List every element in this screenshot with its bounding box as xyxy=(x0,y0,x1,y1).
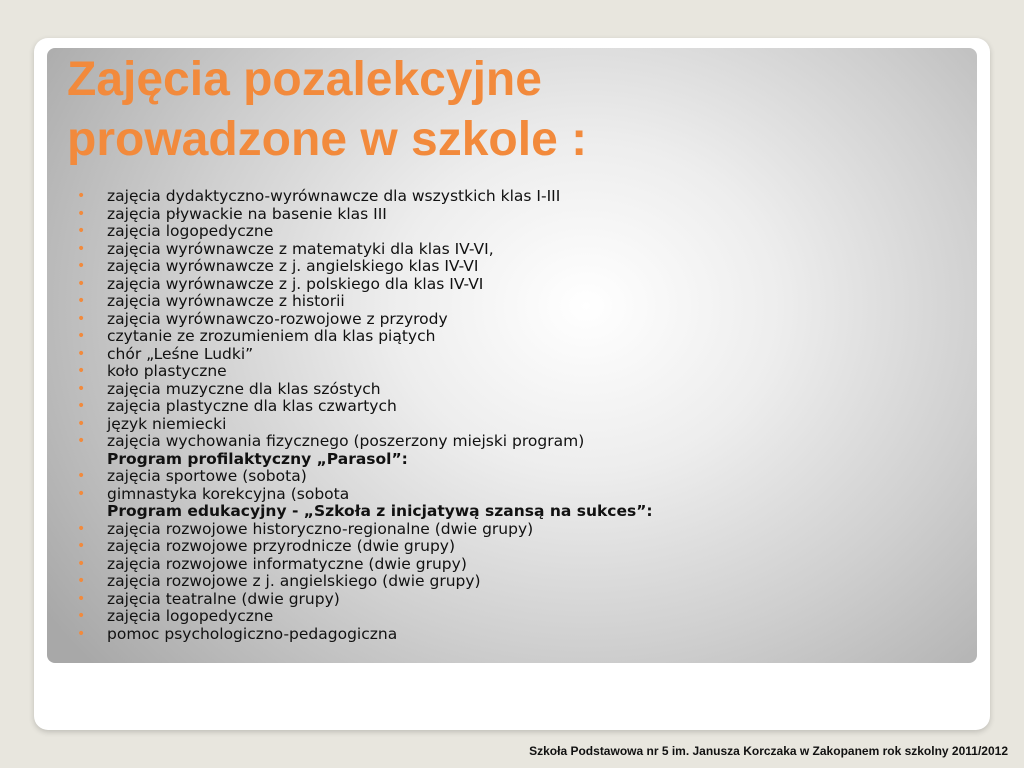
list-item: • zajęcia muzyczne dla klas szóstych xyxy=(77,381,957,399)
list-item: • zajęcia wyrównawcze z j. polskiego dla klas IV-VI xyxy=(77,276,957,294)
program-heading: Program edukacyjny - „Szkoła z inicjatywą szansą na sukces”: xyxy=(107,502,653,520)
title-line-2: prowadzone w szkole : xyxy=(67,113,588,166)
list-item: • zajęcia plastyczne dla klas czwartych xyxy=(77,398,957,416)
slide-title xyxy=(67,50,947,170)
list-item: • gimnastyka korekcyjna (sobota xyxy=(77,486,957,504)
list-item: • zajęcia wyrównawczo-rozwojowe z przyrody xyxy=(77,311,957,329)
list-item: • język niemiecki xyxy=(77,416,957,434)
list-item: • zajęcia wychowania fizycznego (poszerzony miejski program) xyxy=(77,433,957,451)
list-item: • zajęcia rozwojowe informatyczne (dwie grupy) xyxy=(77,556,957,574)
list-item: • zajęcia rozwojowe z j. angielskiego (dwie grupy) xyxy=(77,573,957,591)
list-item: • zajęcia logopedyczne xyxy=(77,223,957,241)
list-item: • zajęcia wyrównawcze z matematyki dla klas IV-VI, xyxy=(77,241,957,259)
list-item: • czytanie ze zrozumieniem dla klas piątych xyxy=(77,328,957,346)
list-item: • zajęcia wyrównawcze z historii xyxy=(77,293,957,311)
list-item: • zajęcia rozwojowe historyczno-regionalne (dwie grupy) xyxy=(77,521,957,539)
list-item: • zajęcia logopedyczne xyxy=(77,608,957,626)
list-item: • zajęcia dydaktyczno-wyrównawcze dla wszystkich klas I-III xyxy=(77,188,957,206)
program-heading: Program profilaktyczny „Parasol”: xyxy=(107,449,408,468)
list-item: • zajęcia sportowe (sobota) xyxy=(77,468,957,486)
list-item: • koło plastyczne xyxy=(77,363,957,381)
list-item: • pomoc psychologiczno-pedagogiczna xyxy=(77,626,957,644)
footer-school-info: Szkoła Podstawowa nr 5 im. Janusza Korczaka w Zakopanem rok szkolny 2011/2012 xyxy=(529,744,1008,758)
list-item: • zajęcia pływackie na basenie klas III xyxy=(77,206,957,224)
list-item: • chór „Leśne Ludki” xyxy=(77,346,957,364)
list-item: • zajęcia wyrównawcze z j. angielskiego klas IV-VI xyxy=(77,258,957,276)
activities-list xyxy=(77,188,957,643)
list-item: • zajęcia teatralne (dwie grupy) xyxy=(77,591,957,609)
title-line-1: Zajęcia pozalekcyjne xyxy=(67,53,542,106)
list-item: • zajęcia rozwojowe przyrodnicze (dwie grupy) xyxy=(77,538,957,556)
